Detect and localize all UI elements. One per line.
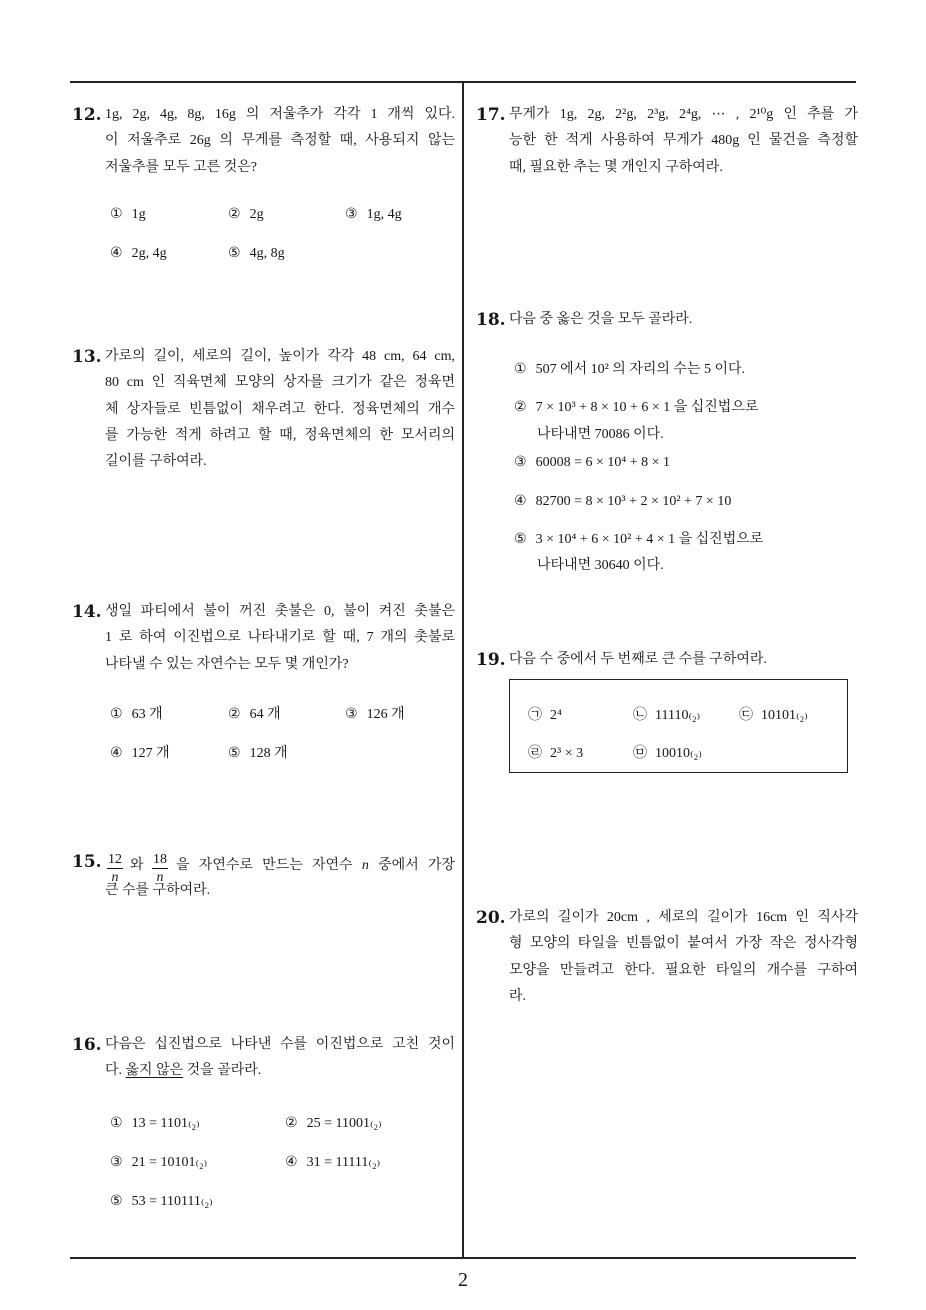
choice-text: 82700 = 8 × 10³ + 2 × 10² + 7 × 10: [535, 494, 732, 509]
question-number: 17.: [476, 105, 506, 125]
choice-2: [228, 702, 281, 728]
choice-marker: ②: [514, 400, 527, 415]
choice-5: [110, 1189, 213, 1215]
choice-text: 126 개: [366, 707, 405, 722]
variable-n: n: [361, 858, 369, 873]
question-line: 무게가 1g, 2g, 2²g, 2³g, 2⁴g, ⋯ , 2¹⁰g 인 추를 가: [509, 107, 858, 122]
choice-marker: ③: [514, 455, 527, 470]
question-20: [476, 905, 864, 1185]
choice-marker: ②: [285, 1116, 298, 1131]
choice-3: [345, 202, 402, 228]
connector-text: 와: [130, 858, 144, 873]
question-line: 를 가능한 적게 하려고 할 때, 정육면체의 한 모서리의: [105, 427, 455, 443]
choice-marker: ④: [110, 746, 123, 761]
choice-text: 31 = 11111₍₂₎: [306, 1155, 381, 1170]
choice-2-continuation: 나타내면 70086 이다.: [537, 427, 664, 442]
choice-1: [110, 1111, 200, 1137]
question-number: 12.: [72, 105, 102, 125]
item-marker: ㉠: [528, 708, 542, 723]
question-text: [105, 102, 455, 181]
choice-marker: ③: [345, 707, 358, 722]
choice-marker: ②: [228, 207, 241, 222]
question-12: [72, 102, 460, 382]
question-text: [509, 102, 858, 181]
item-marker: ㉢: [739, 708, 753, 723]
question-14: [72, 599, 460, 879]
choice-4: [110, 241, 167, 267]
choice-3: [514, 450, 670, 476]
question-text: [509, 647, 858, 673]
box-item-2: [633, 703, 700, 729]
choice-text: 53 = 110111₍₂₎: [131, 1194, 213, 1209]
item-text: 10101₍₂₎: [761, 708, 808, 723]
line-text: 다.: [105, 1063, 123, 1079]
question-line: 1g, 2g, 4g, 8g, 16g 의 저울추가 각각 1 개씩 있다.: [105, 107, 455, 122]
choice-text: 13 = 1101₍₂₎: [131, 1116, 200, 1131]
choice-marker: ①: [110, 707, 123, 722]
line-text: 을 자연수로 만드는 자연수: [176, 858, 353, 873]
question-number: 16.: [72, 1035, 102, 1055]
question-line: 저울추를 모두 고른 것은?: [105, 159, 257, 175]
item-marker: ㉡: [633, 708, 647, 723]
choice-marker: ⑤: [228, 746, 241, 761]
question-text: [105, 599, 455, 678]
choice-text: 25 = 11001₍₂₎: [306, 1116, 382, 1131]
choice-marker: ③: [345, 207, 358, 222]
choice-marker: ①: [110, 207, 123, 222]
question-18: [476, 307, 864, 587]
question-line: 다음 중 옳은 것을 모두 골라라.: [509, 312, 693, 327]
fraction-denominator: n: [156, 870, 164, 885]
choice-marker: ⑤: [228, 246, 241, 261]
question-line: 때, 필요한 추는 몇 개인지 구하여라.: [509, 159, 723, 175]
choice-marker: ④: [110, 246, 123, 261]
choice-text: 63 개: [131, 707, 163, 722]
box-item-4: [528, 741, 583, 767]
question-line: 다음은 십진법으로 나타낸 수를 이진법으로 고친 것이: [105, 1037, 455, 1052]
question-number: 20.: [476, 908, 506, 928]
question-13: [72, 344, 460, 624]
question-line: 1 로 하여 이진법으로 나타내기로 할 때, 7 개의 촛불로: [105, 630, 455, 646]
question-line: [176, 853, 455, 879]
choice-text: 3 × 10⁴ + 6 × 10² + 4 × 1 을 십진법으로: [535, 532, 764, 547]
choice-1: [110, 702, 163, 728]
question-text: [105, 1032, 455, 1085]
question-line: 생일 파티에서 불이 꺼진 촛불은 0, 불이 켜진 촛불은: [105, 604, 455, 619]
column-divider: [462, 82, 464, 1258]
choice-marker: ⑤: [514, 532, 527, 547]
question-line: 큰 수를 구하여라.: [105, 883, 211, 898]
box-item-1: [528, 703, 562, 729]
question-line: 라.: [509, 988, 527, 1004]
choice-3: [110, 1150, 207, 1176]
question-text: [509, 307, 858, 333]
question-text: [105, 344, 455, 475]
question-number: 18.: [476, 310, 506, 330]
question-line: 80 cm 인 직육면체 모양의 상자를 크기가 같은 정육면: [105, 375, 455, 391]
question-line: [105, 1058, 455, 1084]
underlined-text: 옳지 않은: [125, 1063, 184, 1079]
choice-text: 128 개: [249, 746, 288, 761]
fraction-denominator: n: [111, 870, 119, 885]
question-number: 13.: [72, 347, 102, 367]
question-text: [509, 905, 858, 1010]
item-marker: ㉤: [633, 746, 647, 761]
question-19: [476, 647, 864, 927]
fraction-numerator: 12: [108, 852, 122, 867]
choice-marker: ④: [514, 494, 527, 509]
choice-2: [228, 202, 264, 228]
choice-4: [514, 489, 731, 515]
item-text: 11110₍₂₎: [655, 708, 701, 723]
question-line: 길이를 구하여라.: [105, 454, 207, 470]
choice-text: 1g, 4g: [366, 207, 402, 222]
choice-text: 64 개: [249, 707, 281, 722]
choice-5: [228, 741, 288, 767]
choice-text: 507 에서 10² 의 자리의 수는 5 이다.: [535, 362, 745, 377]
choice-2: [285, 1111, 382, 1137]
box-item-3: [739, 703, 808, 729]
question-number: 14.: [72, 602, 102, 622]
question-line: 다음 수 중에서 두 번째로 큰 수를 구하여라.: [509, 652, 767, 667]
item-text: 2³ × 3: [550, 746, 584, 761]
choice-4: [285, 1150, 380, 1176]
number-box: [509, 679, 848, 773]
question-line: 나타낼 수 있는 자연수는 모두 몇 개인가?: [105, 656, 349, 672]
item-marker: ㉣: [528, 746, 542, 761]
choice-marker: ①: [110, 1116, 123, 1131]
question-line: 능한 한 적게 사용하여 무게가 480g 인 물건을 측정할: [509, 133, 858, 149]
choice-marker: ④: [285, 1155, 298, 1170]
question-line: 가로의 길이가 20cm , 세로의 길이가 16cm 인 직사각: [509, 910, 858, 925]
choice-marker: ③: [110, 1155, 123, 1170]
page-number: 2: [458, 1269, 468, 1291]
choice-text: 4g, 8g: [249, 246, 285, 261]
question-line: 모양을 만들려고 한다. 필요한 타일의 개수를 구하여: [509, 962, 858, 978]
question-line: 이 저울추로 26g 의 무게를 측정할 때, 사용되지 않는: [105, 133, 455, 149]
choice-marker: ⑤: [110, 1194, 123, 1209]
choice-5-continuation: 나타내면 30640 이다.: [537, 558, 664, 573]
line-text: 것을 골라라.: [186, 1063, 262, 1079]
choice-text: 21 = 10101₍₂₎: [131, 1155, 208, 1170]
choice-marker: ②: [228, 707, 241, 722]
line-text: 중에서 가장: [378, 858, 456, 873]
choice-4: [110, 741, 170, 767]
item-text: 2⁴: [550, 708, 562, 723]
item-text: 10010₍₂₎: [655, 746, 702, 761]
question-number: 15.: [72, 852, 102, 872]
question-line: 형 모양의 타일을 빈틈없이 붙여서 가장 작은 정사각형: [509, 936, 858, 952]
choice-text: 1g: [131, 207, 146, 222]
choice-text: 60008 = 6 × 10⁴ + 8 × 1: [535, 455, 671, 470]
choice-1: [514, 357, 745, 383]
choice-1: [110, 202, 146, 228]
question-line: 가로의 길이, 세로의 길이, 높이가 각각 48 cm, 64 cm,: [105, 349, 455, 364]
question-line: 체 상자들로 빈틈없이 채우려고 한다. 정육면체의 개수: [105, 401, 455, 417]
choice-5: [514, 527, 763, 553]
fraction-numerator: 18: [153, 852, 167, 867]
box-item-5: [633, 741, 702, 767]
choice-marker: ①: [514, 362, 527, 377]
choice-3: [345, 702, 405, 728]
choice-text: 7 × 10³ + 8 × 10 + 6 × 1 을 십진법으로: [535, 400, 759, 415]
choice-5: [228, 241, 285, 267]
choice-2: [514, 395, 758, 421]
question-number: 19.: [476, 650, 506, 670]
choice-text: 127 개: [131, 746, 170, 761]
choice-text: 2g: [249, 207, 264, 222]
choice-text: 2g, 4g: [131, 246, 167, 261]
